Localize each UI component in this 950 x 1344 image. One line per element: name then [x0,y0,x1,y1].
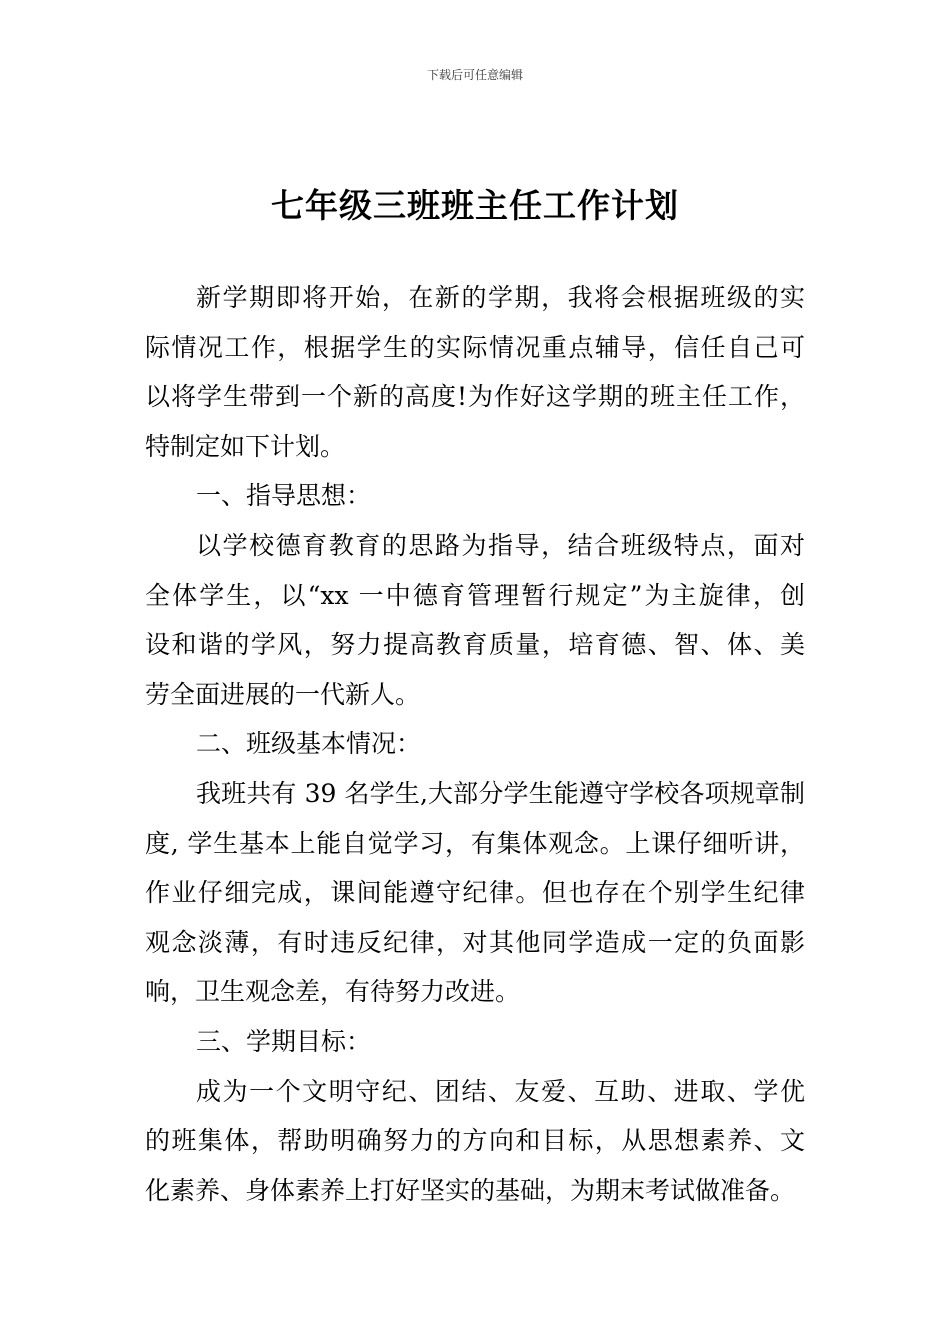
page-header: 下载后可任意编辑 [426,68,523,82]
paragraph [145,521,805,719]
paragraph-line: 以将学生带到一个新的高度!为作好这学期的班主任工作， [145,382,805,412]
paragraph-line: 响，卫生观念差，有待努力改进。 [145,977,521,1007]
paragraph-line: 我班共有 39 名学生,大部分学生能遵守学校各项规章制 [196,778,805,808]
paragraph-line: 的班集体，帮助明确努力的方向和目标，从思想素养、文 [145,1126,805,1156]
document-title: 七年级三班班主任工作计划 [271,186,679,225]
paragraph [145,273,805,471]
paragraph-line: 特制定如下计划。 [145,431,346,461]
paragraph-line: 劳全面进展的一代新人。 [145,679,421,709]
paragraph-line: 际情况工作，根据学生的实际情况重点辅导，信任自己可 [145,332,805,362]
paragraph-line: 三、学期目标： [196,1026,372,1056]
paragraph-line: 作业仔细完成，课间能遵守纪律。但也存在个别学生纪律 [145,878,805,908]
paragraph-line: 观念淡薄，有时违反纪律，对其他同学造成一定的负面影 [145,927,805,957]
paragraph-line: 设和谐的学风，努力提高教育质量，培育德、智、体、美 [145,630,805,660]
paragraph-line: 以学校德育教育的思路为指导，结合班级特点，面对 [196,530,805,560]
paragraph-line: 全体学生，以“xx 一中德育管理暂行规定”为主旋律，创 [145,580,805,610]
paragraph [145,1017,805,1067]
paragraph-line: 成为一个文明守纪、团结、友爱、互助、进取、学优 [196,1076,805,1106]
paragraph-line: 度, 学生基本上能自觉学习，有集体观念。上课仔细听讲， [145,828,805,858]
paragraph [145,719,805,769]
document-body [145,273,805,1215]
paragraph [145,471,805,521]
paragraph-line: 化素养、身体素养上打好坚实的基础，为期末考试做准备。 [145,1175,796,1205]
paragraph-line: 一、指导思想： [196,481,372,511]
paragraph-line: 新学期即将开始，在新的学期，我将会根据班级的实 [196,283,805,312]
paragraph [145,1067,805,1216]
paragraph [145,769,805,1017]
paragraph-line: 二、班级基本情况： [196,729,422,759]
